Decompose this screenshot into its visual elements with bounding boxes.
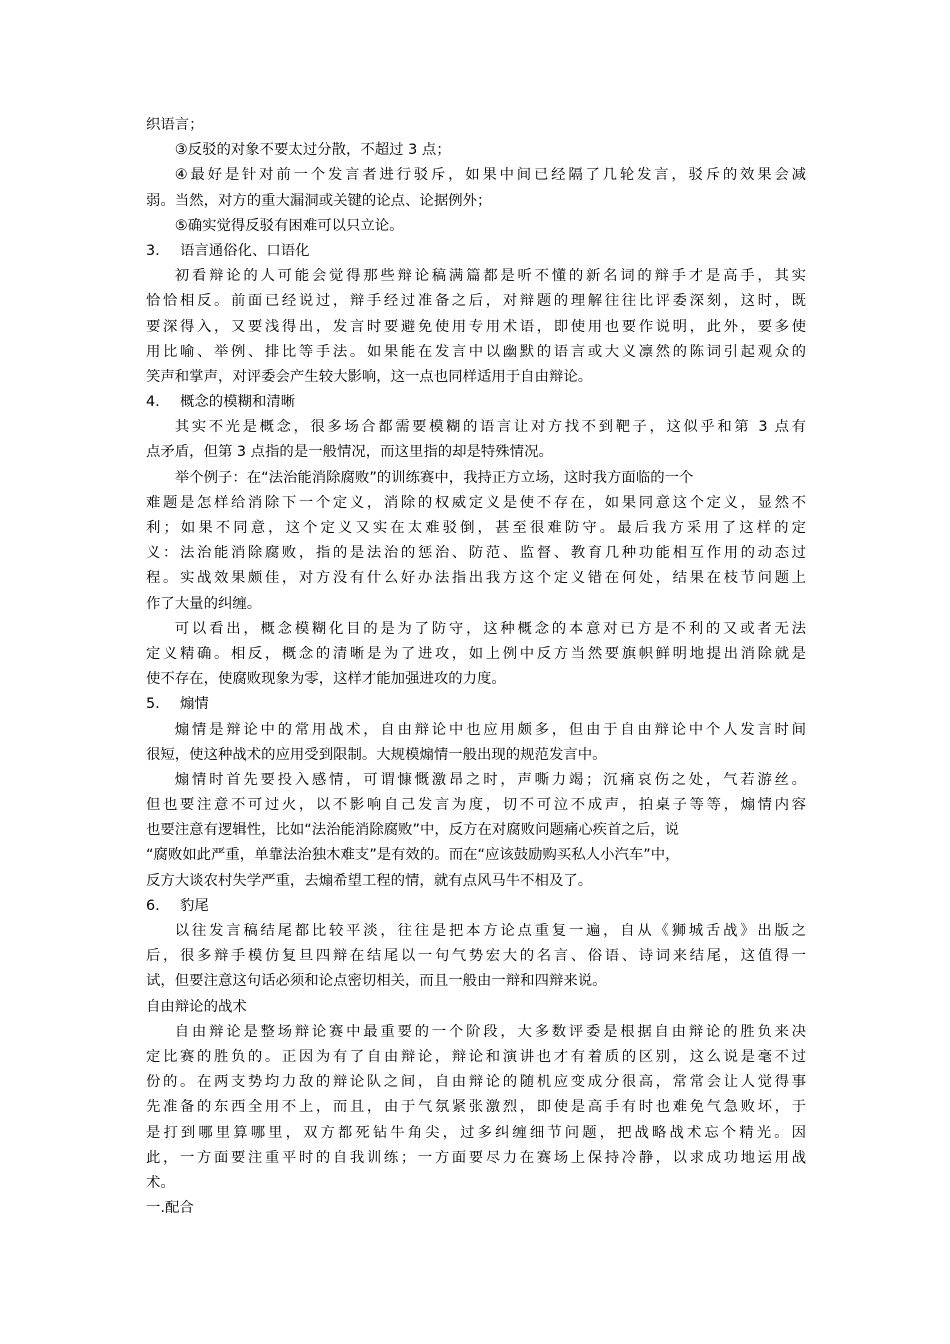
section-heading: [146, 692, 806, 717]
text-line: 煽情时首先要投入感情，可谓慷慨激昂之时，声嘶力竭；沉痛哀伤之处，气若游丝。: [174, 771, 806, 788]
text-line: 使不存在，使腐败现象为零，这样才能加强进攻的力度。: [146, 671, 506, 688]
text-line: 作了大量的纠缠。: [146, 595, 262, 612]
text-line: 自由辩论是整场辩论赛中最重要的一个阶段，大多数评委是根据自由辩论的胜负来决: [174, 1023, 806, 1040]
text-line: 弱。当然，对方的重大漏洞或关键的论点、论据例外；: [146, 192, 492, 209]
section-number: 5.: [146, 696, 160, 713]
text-line: “腐败如此严重，单靠法治独木难支”是有效的。而在“应该鼓励购买私人小汽车”中，: [146, 847, 680, 864]
section-title: 豹尾: [180, 897, 209, 914]
text-line: 但也要注意不可过火，以不影响自己发言为度，切不可泣不成声，拍桌子等等，煽情内容: [146, 797, 806, 814]
section-number: 3.: [146, 242, 160, 259]
text-line: 一.配合: [146, 1200, 194, 1217]
text-line: 恰恰相反。前面已经说过，辩手经过准备之后，对辩题的理解往往比评委深刻，这时，既: [146, 293, 806, 310]
section-number: 4.: [146, 394, 160, 411]
text-line: 先准备的东西全用不上，而且，由于气氛紧张激烈，即使是高手有时也难免气急败坏，于: [146, 1099, 806, 1116]
text-line: 自由辩论的战术: [146, 998, 247, 1015]
text-line: 份的。在两支势均力敌的辩论队之间，自由辩论的随机应变成分很高，常常会让人觉得事: [146, 1074, 806, 1091]
text-line: 织语言；: [146, 117, 204, 133]
text-line: 笑声和掌声，对评委会产生较大影响，这一点也同样适用于自由辩论。: [146, 368, 593, 385]
text-line: 点矛盾，但第 3 点指的是一般情况，而这里指的却是特殊情况。: [146, 444, 553, 461]
section-number: 6.: [146, 897, 160, 914]
section-title: 语言通俗化、口语化: [180, 242, 310, 259]
text-line: 很短，使这种战术的应用受到限制。大规模煽情一般出现的规范发言中。: [146, 746, 607, 763]
text-line: 用比喻、举例、排比等手法。如果能在发言中以幽默的语言或大义凛然的陈词引起观众的: [146, 343, 806, 360]
text-line: 难题是怎样给消除下一个定义，消除的权威定义是使不存在，如果同意这个定义，显然不: [146, 494, 806, 511]
text-line: 术。: [146, 1174, 175, 1191]
text-line: 也要注意有逻辑性，比如“法治能消除腐败”中，反方在对腐败问题痛心疾首之后，说: [146, 822, 679, 839]
text-line: 反方大谈农村失学严重，去煽希望工程的情，就有点风马牛不相及了。: [146, 872, 593, 889]
text-line: ③反驳的对象不要太过分散，不超过 3 点；: [174, 142, 451, 159]
text-line: 要深得入，又要浅得出，发言时要避免使用专用术语，即使用也要作说明，此外，要多使: [146, 318, 806, 335]
text-line: 初看辩论的人可能会觉得那些辩论稿满篇都是听不懂的新名词的辩手才是高手，其实: [174, 268, 806, 285]
section-title: 煽情: [180, 696, 209, 713]
document-page: [146, 113, 806, 1221]
text-line: 试，但要注意这句话必须和论点密切相关，而且一般由一辩和四辩来说。: [146, 973, 607, 990]
text-line: ④最好是针对前一个发言者进行驳斥，如果中间已经隔了几轮发言，驳斥的效果会减: [174, 167, 806, 184]
section-heading: [146, 390, 806, 415]
text-line: 以往发言稿结尾都比较平淡，往往是把本方论点重复一遍，自从《狮城舌战》出版之: [174, 923, 806, 939]
text-line: 义：法治能消除腐败，指的是法治的惩治、防范、监督、教育几种功能相互作用的动态过: [146, 545, 806, 562]
text-line: 可以看出，概念模糊化目的是为了防守，这种概念的本意对已方是不利的又或者无法: [174, 620, 806, 637]
text-line: 举个例子：在“法治能消除腐败”的训练赛中，我持正方立场，这时我方面临的一个: [174, 469, 694, 486]
text-line: 定义精确。相反，概念的清晰是为了进攻，如上例中反方当然要旗帜鲜明地提出消除就是: [146, 645, 806, 662]
section-heading: [146, 894, 806, 919]
text-line: 其实不光是概念，很多场合都需要模糊的语言让对方找不到靶子，这似乎和第 3 点有: [174, 419, 806, 436]
text-line: 定比赛的胜负的。正因为有了自由辩论，辩论和演讲也才有着质的区别，这么说是毫不过: [146, 1048, 806, 1065]
text-line: ⑤确实觉得反驳有困难可以只立论。: [174, 217, 404, 234]
section-heading: [146, 239, 806, 264]
text-line: 程。实战效果颇佳，对方没有什么好办法指出我方这个定义错在何处，结果在枝节问题上: [146, 570, 806, 587]
text-line: 后，很多辩手模仿复旦四辩在结尾以一句气势宏大的名言、俗语、诗词来结尾，这值得一: [146, 948, 806, 965]
text-line: 此，一方面要注重平时的自我训练；一方面要尽力在赛场上保持冷静，以求成功地运用战: [146, 1149, 806, 1166]
text-line: 煽情是辩论中的常用战术，自由辩论中也应用颇多，但由于自由辩论中个人发言时间: [174, 721, 806, 738]
section-title: 概念的模糊和清晰: [180, 394, 296, 411]
text-line: 是打到哪里算哪里，双方都死钻牛角尖，过多纠缠细节问题，把战略战术忘个精光。因: [146, 1124, 806, 1141]
text-line: 利；如果不同意，这个定义又实在太难驳倒，甚至很难防守。最后我方采用了这样的定: [146, 520, 806, 536]
